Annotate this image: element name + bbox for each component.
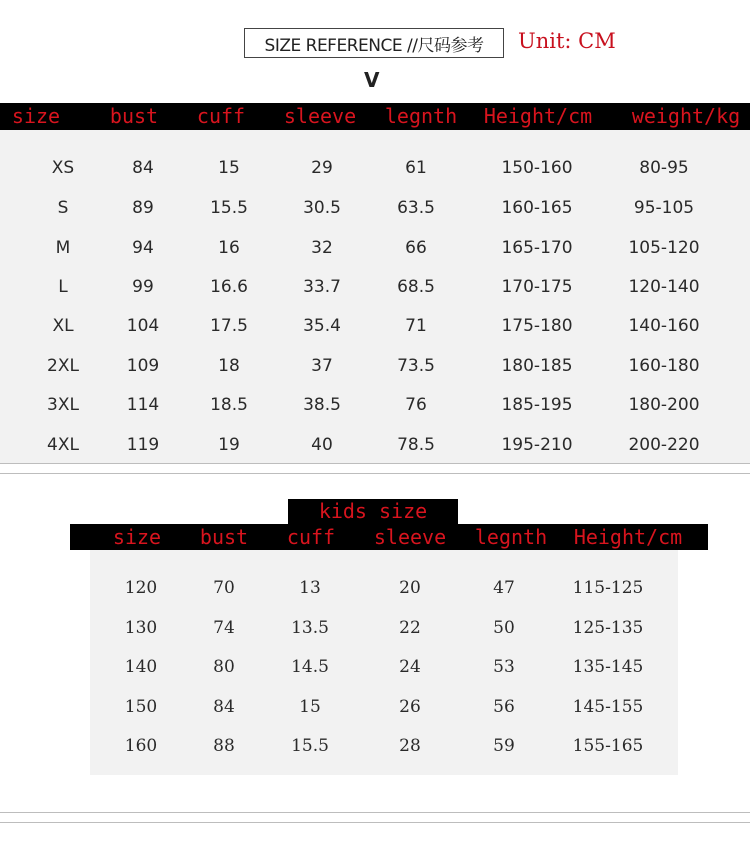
table-cell: 16.6 — [210, 277, 248, 297]
table-cell: 120-140 — [628, 277, 700, 297]
table-cell: 38.5 — [303, 395, 341, 415]
table-cell: 180-185 — [501, 356, 573, 376]
table-cell: 170-175 — [501, 277, 573, 297]
table-cell: 53 — [493, 657, 515, 677]
table-cell: 160-165 — [501, 198, 573, 218]
table-cell: 135-145 — [572, 657, 644, 677]
column-header: bust — [109, 104, 159, 128]
column-header: sleeve — [283, 104, 357, 128]
kids-title-header — [288, 499, 458, 524]
table-cell: 120 — [124, 578, 158, 598]
table-cell: 145-155 — [572, 697, 644, 717]
table-cell: 33.7 — [303, 277, 341, 297]
table-cell: 200-220 — [628, 435, 700, 455]
table-cell: 95-105 — [633, 198, 695, 218]
table-cell: 30.5 — [303, 198, 341, 218]
adult-table-header — [0, 103, 750, 130]
table-cell: 40 — [311, 435, 333, 455]
table-cell: 4XL — [47, 435, 79, 455]
table-cell: 80-95 — [639, 158, 689, 178]
divider — [0, 812, 750, 813]
table-cell: 14.5 — [291, 657, 329, 677]
table-cell: 175-180 — [501, 316, 573, 336]
kids-size-title: kids size — [318, 499, 428, 523]
table-cell: 32 — [311, 238, 333, 258]
table-cell: 47 — [493, 578, 515, 598]
table-cell: 160 — [124, 736, 158, 756]
table-cell: 84 — [213, 697, 235, 717]
table-cell: 24 — [399, 657, 421, 677]
column-header: size — [11, 104, 61, 128]
table-cell: M — [55, 238, 71, 258]
divider — [0, 473, 750, 474]
table-cell: 15 — [299, 697, 321, 717]
table-cell: S — [57, 198, 69, 218]
table-cell: 19 — [218, 435, 240, 455]
table-cell: XS — [51, 158, 75, 178]
table-cell: 37 — [311, 356, 333, 376]
table-cell: 130 — [124, 618, 158, 638]
table-cell: 71 — [405, 316, 427, 336]
column-header: Height/cm — [483, 104, 593, 128]
table-cell: 185-195 — [501, 395, 573, 415]
table-cell: 80 — [213, 657, 235, 677]
column-header: cuff — [286, 525, 336, 549]
table-cell: 78.5 — [397, 435, 435, 455]
column-header: weight/kg — [631, 104, 741, 128]
table-cell: 66 — [405, 238, 427, 258]
table-cell: 70 — [213, 578, 235, 598]
divider — [0, 822, 750, 823]
table-cell: 26 — [399, 697, 421, 717]
table-cell: 195-210 — [501, 435, 573, 455]
table-cell: 140 — [124, 657, 158, 677]
column-header: size — [112, 525, 162, 549]
unit-label: Unit: CM — [518, 29, 616, 53]
kids-table-header — [70, 524, 708, 550]
table-cell: L — [58, 277, 68, 297]
table-cell: 15 — [218, 158, 240, 178]
table-cell: 165-170 — [501, 238, 573, 258]
table-cell: 59 — [493, 736, 515, 756]
table-cell: 73.5 — [397, 356, 435, 376]
table-cell: 160-180 — [628, 356, 700, 376]
table-cell: 114 — [126, 395, 160, 415]
table-cell: 2XL — [47, 356, 79, 376]
size-reference-title: SIZE REFERENCE //尺码参考 — [244, 28, 504, 58]
column-header: legnth — [384, 104, 458, 128]
table-cell: 180-200 — [628, 395, 700, 415]
table-cell: XL — [52, 316, 74, 336]
table-cell: 88 — [213, 736, 235, 756]
table-cell: 119 — [126, 435, 160, 455]
table-cell: 18.5 — [210, 395, 248, 415]
table-cell: 29 — [311, 158, 333, 178]
table-cell: 140-160 — [628, 316, 700, 336]
table-cell: 13.5 — [291, 618, 329, 638]
column-header: sleeve — [373, 525, 447, 549]
table-cell: 76 — [405, 395, 427, 415]
table-cell: 63.5 — [397, 198, 435, 218]
table-cell: 68.5 — [397, 277, 435, 297]
table-cell: 35.4 — [303, 316, 341, 336]
column-header: Height/cm — [573, 525, 683, 549]
table-cell: 18 — [218, 356, 240, 376]
table-cell: 22 — [399, 618, 421, 638]
table-cell: 3XL — [47, 395, 79, 415]
table-cell: 20 — [399, 578, 421, 598]
chevron-down-icon: V — [364, 68, 380, 92]
table-cell: 109 — [126, 356, 160, 376]
table-cell: 13 — [299, 578, 321, 598]
table-cell: 89 — [132, 198, 154, 218]
column-header: cuff — [196, 104, 246, 128]
table-cell: 150 — [124, 697, 158, 717]
table-cell: 105-120 — [628, 238, 700, 258]
table-cell: 104 — [126, 316, 160, 336]
table-cell: 28 — [399, 736, 421, 756]
table-cell: 50 — [493, 618, 515, 638]
table-cell: 150-160 — [501, 158, 573, 178]
table-cell: 16 — [218, 238, 240, 258]
table-cell: 99 — [132, 277, 154, 297]
table-cell: 61 — [405, 158, 427, 178]
table-cell: 84 — [132, 158, 154, 178]
table-cell: 15.5 — [291, 736, 329, 756]
table-cell: 56 — [493, 697, 515, 717]
table-cell: 94 — [132, 238, 154, 258]
table-cell: 15.5 — [210, 198, 248, 218]
table-cell: 125-135 — [572, 618, 644, 638]
divider — [0, 463, 750, 464]
table-cell: 155-165 — [572, 736, 644, 756]
table-cell: 17.5 — [210, 316, 248, 336]
table-cell: 115-125 — [572, 578, 644, 598]
table-cell: 74 — [213, 618, 235, 638]
column-header: bust — [199, 525, 249, 549]
column-header: legnth — [474, 525, 548, 549]
